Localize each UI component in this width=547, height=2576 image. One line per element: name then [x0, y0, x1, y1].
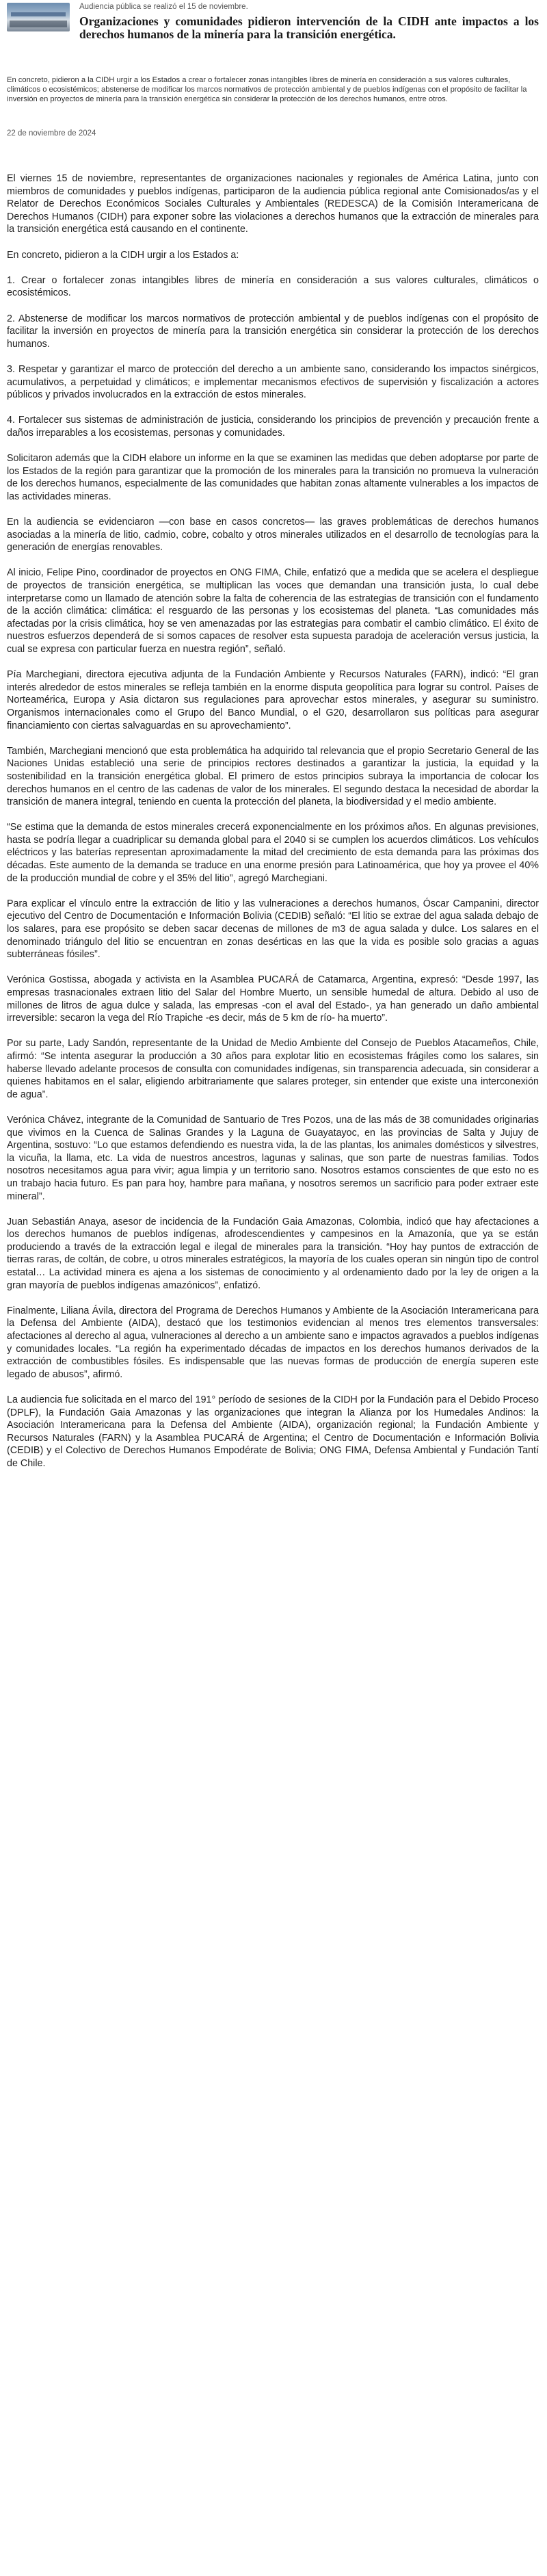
- paragraph-request-3: 3. Respetar y garantizar el marco de protección del derecho a un ambiente sano, considerando los impactos sinérgicos, acumulativos, a perpetuidad y climáticos; e implementar mecanismos efectivos de supervisión y fiscalización a actores públicos y privados involucrados en la extracción de estos minerales.: [7, 363, 539, 401]
- photo-panel-row: [11, 12, 66, 16]
- photo-caption: Audiencia pública se realizó el 15 de noviembre.: [79, 3, 248, 11]
- paragraph-un-principles: También, Marchegiani mencionó que esta problemática ha adquirido tal relevancia que el propio Secretario General de las Naciones Unidas estableció una serie de principios rectores destinados a garantizar la justicia, la equidad y la sostenibilidad en la transición energética global. El primero de estos principios subraya la importancia de colocar los derechos humanos en el centro de las cadenas de valor de los minerales. El segundo destaca la necesidad de abordar la transición de manera integral, teniendo en cuenta la protección del planeta, la biodiversidad y el medio ambiente.: [7, 745, 539, 808]
- paragraph-juan-sebastian-anaya: Juan Sebastián Anaya, asesor de incidencia de la Fundación Gaia Amazonas, Colombia, indicó que hay afectaciones a los derechos humanos de pueblos indígenas, afrodescendientes y campesinos en la Amazonía, que ya se están produciendo a través de la extracción legal e ilegal de minerales para la transición. “Hoy hay puntos de extracción de tierras raras, de coltán, de cobre, u otros minerales estratégicos, la mayoría de los cuales operan sin ningún tipo de control estatal… La actividad minera es ajena a los sistemas de conocimiento y al ordenamiento dado por la ley de origen a la gran mayoría de pueblos indígenas amazónicos”, enfatizó.: [7, 1216, 539, 1291]
- article-summary: En concreto, pidieron a la CIDH urgir a los Estados a crear o fortalecer zonas intangibles libres de minería en consideración a sus valores culturales, climáticos o ecosistémicos; abstenerse de modificar los marcos normativos de protección ambiental y de pueblos indígenas con el propósito de facilitar la inversión en proyectos de minería para la transición energética sin considerar la protección de los derechos humanos, entre otros.: [7, 76, 527, 103]
- paragraph-veronica-chavez: Verónica Chávez, integrante de la Comunidad de Santuario de Tres Pozos, una de las más de 38 comunidades originarias que vivimos en la Cuenca de Salinas Grandes y la Laguna de Guayatayoc, en las provincias de Salta y Jujuy de Argentina, sostuvo: “Lo que estamos defendiendo es nuestra vida, la de las plantas, los animales domésticos y silvestres, la vicuña, la llama, etc. La vida de nuestros ancestros, lagunas y salinas, que son parte de nuestras familias. Todos nosotros necesitamos agua para vivir; agua limpia y un territorio sano. Nosotros estamos conscientes de que esto no es un trabajo hacia futuro. Es pan para hoy, hambre para mañana, y nosotros seremos un sacrificio para poder extraer este mineral”.: [7, 1114, 539, 1202]
- publication-date: 22 de noviembre de 2024: [7, 129, 96, 138]
- paragraph-demand-estimate: “Se estima que la demanda de estos minerales crecerá exponencialmente en los próximos años. En algunas previsiones, hasta se podría llegar a cuadriplicar su demanda global para el 2040 si se cumplen los acuerdos climáticos. Los vehículos eléctricos y las baterías representan aproximadamente la mitad del crecimiento de esta demanda para las próximas dos décadas. Este aumento de la demanda se traduce en una enorme presión para Latinoamérica, que hoy ya provee el 40% de la producción mundial de cobre y el 35% del litio”, agregó Marchegiani.: [7, 822, 539, 884]
- paragraph-request-4: 4. Fortalecer sus sistemas de administración de justicia, considerando los principios de prevención y precaución frente a daños irreparables a los ecosistemas, personas y comunidades.: [7, 415, 539, 439]
- paragraph-request-1: 1. Crear o fortalecer zonas intangibles libres de minería en consideración a sus valores culturales, climáticos o ecosistémicos.: [7, 274, 539, 299]
- paragraph-closing: La audiencia fue solicitada en el marco del 191° período de sesiones de la CIDH por la Fundación para el Debido Proceso (DPLF), la Fundación Gaia Amazonas y las organizaciones que integran la Alianza por los Humedales Andinos: la Asociación Interamericana para la Defensa del Ambiente (AIDA), organización regional; la Fundación Ambiente y Recursos Naturales (FARN) y la Asamblea PUCARÁ de Argentina; el Centro de Documentación e Información Bolivia (CEDIB) y el Colectivo de Derechos Humanos Empodérate de Bolivia; ONG FIMA, Defensa Ambiental y Fundación Tantí de Chile.: [7, 1394, 539, 1469]
- paragraph-report-request: Solicitaron además que la CIDH elabore un informe en la que se examinen las medidas que deben adoptarse por parte de los Estados de la región para garantizar que la promoción de los minerales para la transición no promueva la vulneración de los derechos humanos, especialmente de las comunidades que habitan zonas altamente vulnerables a los impactos de las actividades mineras.: [7, 453, 539, 502]
- paragraph-evidence: En la audiencia se evidenciaron —con base en casos concretos— las graves problemáticas de derechos humanos asociadas a la minería de litio, cadmio, cobre, cobalto y otros minerales utilizados en el desarrollo de tecnologías para la generación de energías renovables.: [7, 517, 539, 554]
- paragraph-veronica-gostissa: Verónica Gostissa, abogada y activista en la Asamblea PUCARÁ de Catamarca, Argentina, expresó: “Desde 1997, las empresas trasnacionales extraen litio del Salar del Hombre Muerto, un sensible humedal de altura. Debido al uso de millones de litros de agua dulce y salada, las empresas -con el aval del Estado-, ya han generado un daño ambiental irreversible: secaron la vega del Río Trapiche -es decir, más de 5 km de río- ha muerto”.: [7, 974, 539, 1024]
- paragraph-liliana-avila: Finalmente, Liliana Ávila, directora del Programa de Derechos Humanos y Ambiente de la Asociación Interamericana para la Defensa del Ambiente (AIDA), destacó que los testimonios evidencian al menos tres elementos transversales: afectaciones al derecho al agua, vulneraciones al derecho a un ambiente sano e impactos agravados a pueblos indígenas y comunidades locales. “La región ha experimentado décadas de impactos en los derechos humanos derivados de la extracción de combustibles fósiles. Es indispensable que las nuevas formas de producción de energía superen este legado de abusos”, afirmó.: [7, 1305, 539, 1380]
- paragraph-pia-marchegiani: Pía Marchegiani, directora ejecutiva adjunta de la Fundación Ambiente y Recursos Naturales (FARN), indicó: “El gran interés alrededor de estos minerales se refleja también en la enorme disputa geopolítica para lograr su control. Países de Norteamérica, Europa y Asia dictaron sus regulaciones para aprovechar estos minerales, y asegurar su suministro. Organismos internacionales como el Grupo del Banco Mundial, o el G20, desarrollaron sus políticas para asegurar financiamiento con ciertas salvaguardas en su aprovechamiento”.: [7, 669, 539, 731]
- paragraph-intro: El viernes 15 de noviembre, representantes de organizaciones nacionales y regionales de América Latina, junto con miembros de comunidades y pueblos indígenas, participaron de la audiencia pública regional ante Comisionados/as y el Relator de Derechos Económicos Sociales Culturales y Ambientales (REDESCA) de la Comisión Interamericana de Derechos Humanos (CIDH) para exponer sobre las violaciones a derechos humanos que la extracción de minerales para la transición energética está causando en el continente.: [7, 173, 539, 235]
- photo-table-row: [10, 21, 67, 27]
- article-body: [7, 172, 539, 1483]
- article-title: Organizaciones y comunidades pidieron intervención de la CIDH ante impactos a los derechos humanos de la minería para la transición energética.: [79, 14, 539, 41]
- paragraph-lady-sandon: Por su parte, Lady Sandón, representante de la Unidad de Medio Ambiente del Consejo de Pueblos Atacameños, Chile, afirmó: “Se intenta asegurar la producción a 30 años para explotar litio en ecosistemas frágiles como los salares, sin haberse llevado adelante procesos de consulta con comunidades indígenas, sin transparencia adecuada, sin considerar a quienes habitamos en el salar, eligiendo arbitrariamente que salares proteger, sin entender que existe una interconexión de agua”.: [7, 1038, 539, 1100]
- hearing-photo-thumbnail: [7, 3, 70, 31]
- paragraph-request-lead: En concreto, pidieron a la CIDH urgir a los Estados a:: [7, 249, 239, 261]
- paragraph-felipe-pino: Al inicio, Felipe Pino, coordinador de proyectos en ONG FIMA, Chile, enfatizó que a medida que se acelera el despliegue de proyectos de transición energética, se multiplican las voces que demandan una transición justa, lo cual debe interpretarse como un llamado de atención sobre la falta de coherencia de las estrategias de transición con el fundamento de la acción climática: climática: el resguardo de las personas y los ecosistemas del planeta. “Las comunidades más afectadas por la crisis climática, hoy se ven amenazadas por las estrategias para combatir el cambio climático. El éxito de nuestros esfuerzos dependerá de si somos capaces de resolver esta supuesta paradoja de aceleración versus justicia, la cual se expresa con particular fuerza en nuestra región”, señaló.: [7, 567, 539, 655]
- paragraph-oscar-campanini: Para explicar el vínculo entre la extracción de litio y las vulneraciones a derechos humanos, Óscar Campanini, director ejecutivo del Centro de Documentación e Información Bolivia (CEDIB) señaló: “El litio se extrae del agua salada debajo de los salares, para ese propósito se deben sacar decenas de millones de m3 de agua salada y dulce. Los salares en el denominado triángulo del litio se encuentran en zonas desérticas en las que la vida es posible solo gracias a aguas subterráneas fósiles”.: [7, 898, 539, 961]
- paragraph-request-2: 2. Abstenerse de modificar los marcos normativos de protección ambiental y de pueblos indígenas con el propósito de facilitar la inversión en proyectos de minería para la transición energética sin considerar la protección de los derechos humanos.: [7, 313, 539, 350]
- article-header: [0, 0, 547, 73]
